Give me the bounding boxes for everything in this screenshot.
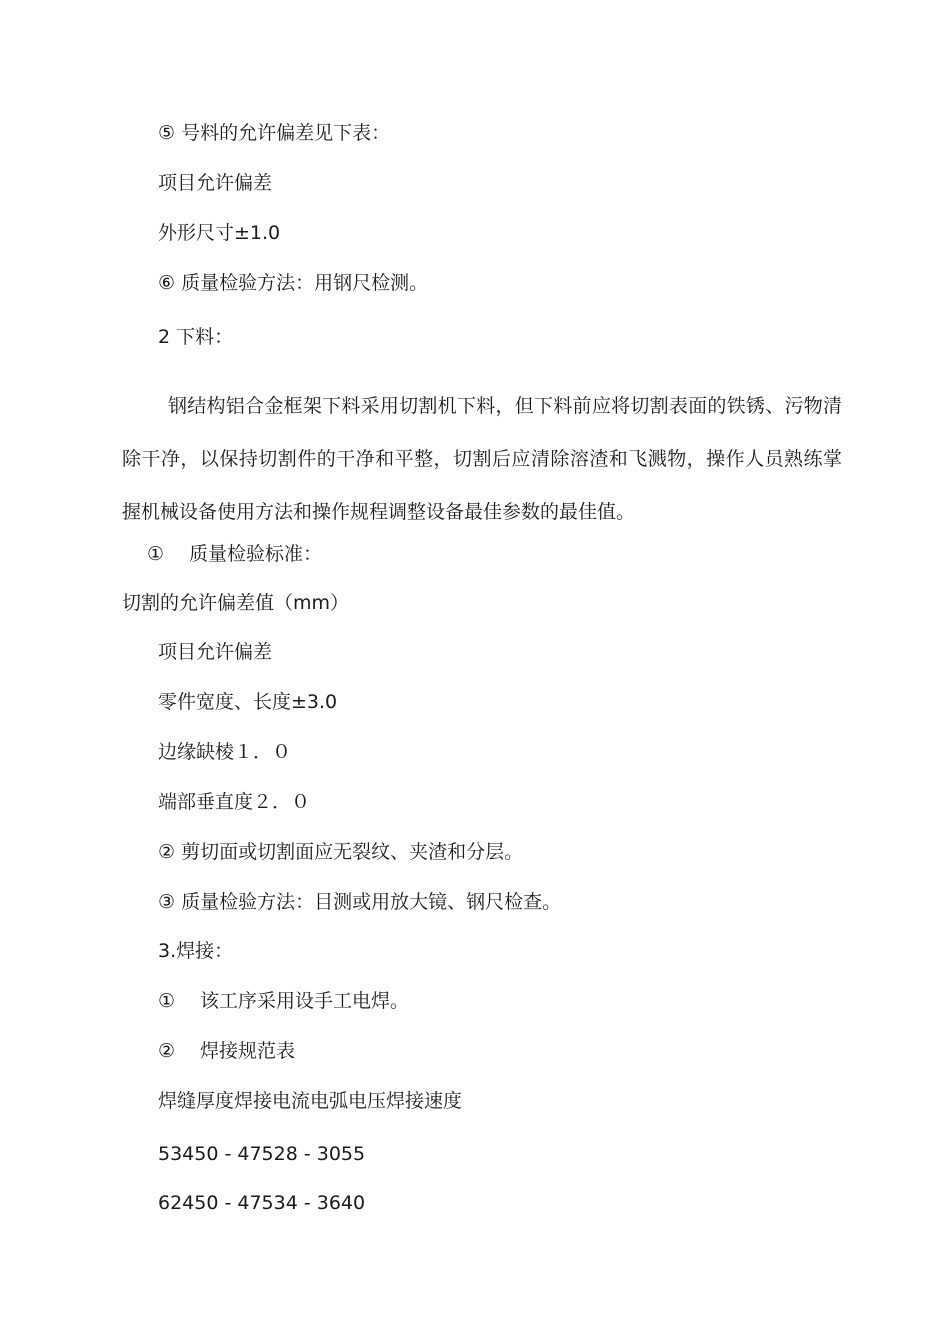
list-text: 该工序采用设手工电焊。 [200, 990, 410, 1012]
text-line: 62450 - 47534 - 3640 [158, 1192, 366, 1214]
text-line: 项目允许偏差 [158, 641, 273, 663]
list-text: 质量检验标准： [189, 543, 323, 565]
paragraph: 钢结构铝合金框架下料采用切割机下料，但下料前应将切割表面的铁锈、污物清除干净，以保持切割件的干净和平整，切割后应清除溶渣和飞溅物，操作人员熟练掌握机械设备使用方法和操作规程调整设备最佳参数的最佳值。 [122, 395, 842, 523]
text-line: ⑤ 号料的允许偏差见下表： [158, 122, 391, 144]
text-line: 零件宽度、长度±3.0 [158, 691, 338, 713]
list-text: 焊接规范表 [200, 1040, 296, 1062]
text-line: 边缘缺棱１．０ [158, 741, 292, 763]
text-line: 项目允许偏差 [158, 172, 273, 194]
list-item [147, 542, 322, 566]
list-item [158, 989, 409, 1013]
text-line: ③ 质量检验方法：目测或用放大镜、钢尺检查。 [158, 891, 562, 913]
text-line: 外形尺寸±1.0 [158, 222, 281, 244]
section-heading: 2 下料： [158, 326, 234, 348]
text-line: ⑥ 质量检验方法：用钢尺检测。 [158, 272, 429, 294]
text-line: 端部垂直度２．０ [158, 791, 311, 813]
list-number: ① [147, 543, 165, 565]
list-number: ① [158, 990, 176, 1012]
list-item [158, 1039, 295, 1063]
text-line: ② 剪切面或切割面应无裂纹、夹渣和分层。 [158, 841, 524, 863]
list-number: ② [158, 1040, 176, 1062]
text-line: 53450 - 47528 - 3055 [158, 1143, 366, 1165]
section-heading: 3.焊接： [158, 940, 234, 962]
text-line: 焊缝厚度焊接电流电弧电压焊接速度 [158, 1090, 463, 1112]
text-line: 切割的允许偏差值（mm） [122, 592, 350, 614]
